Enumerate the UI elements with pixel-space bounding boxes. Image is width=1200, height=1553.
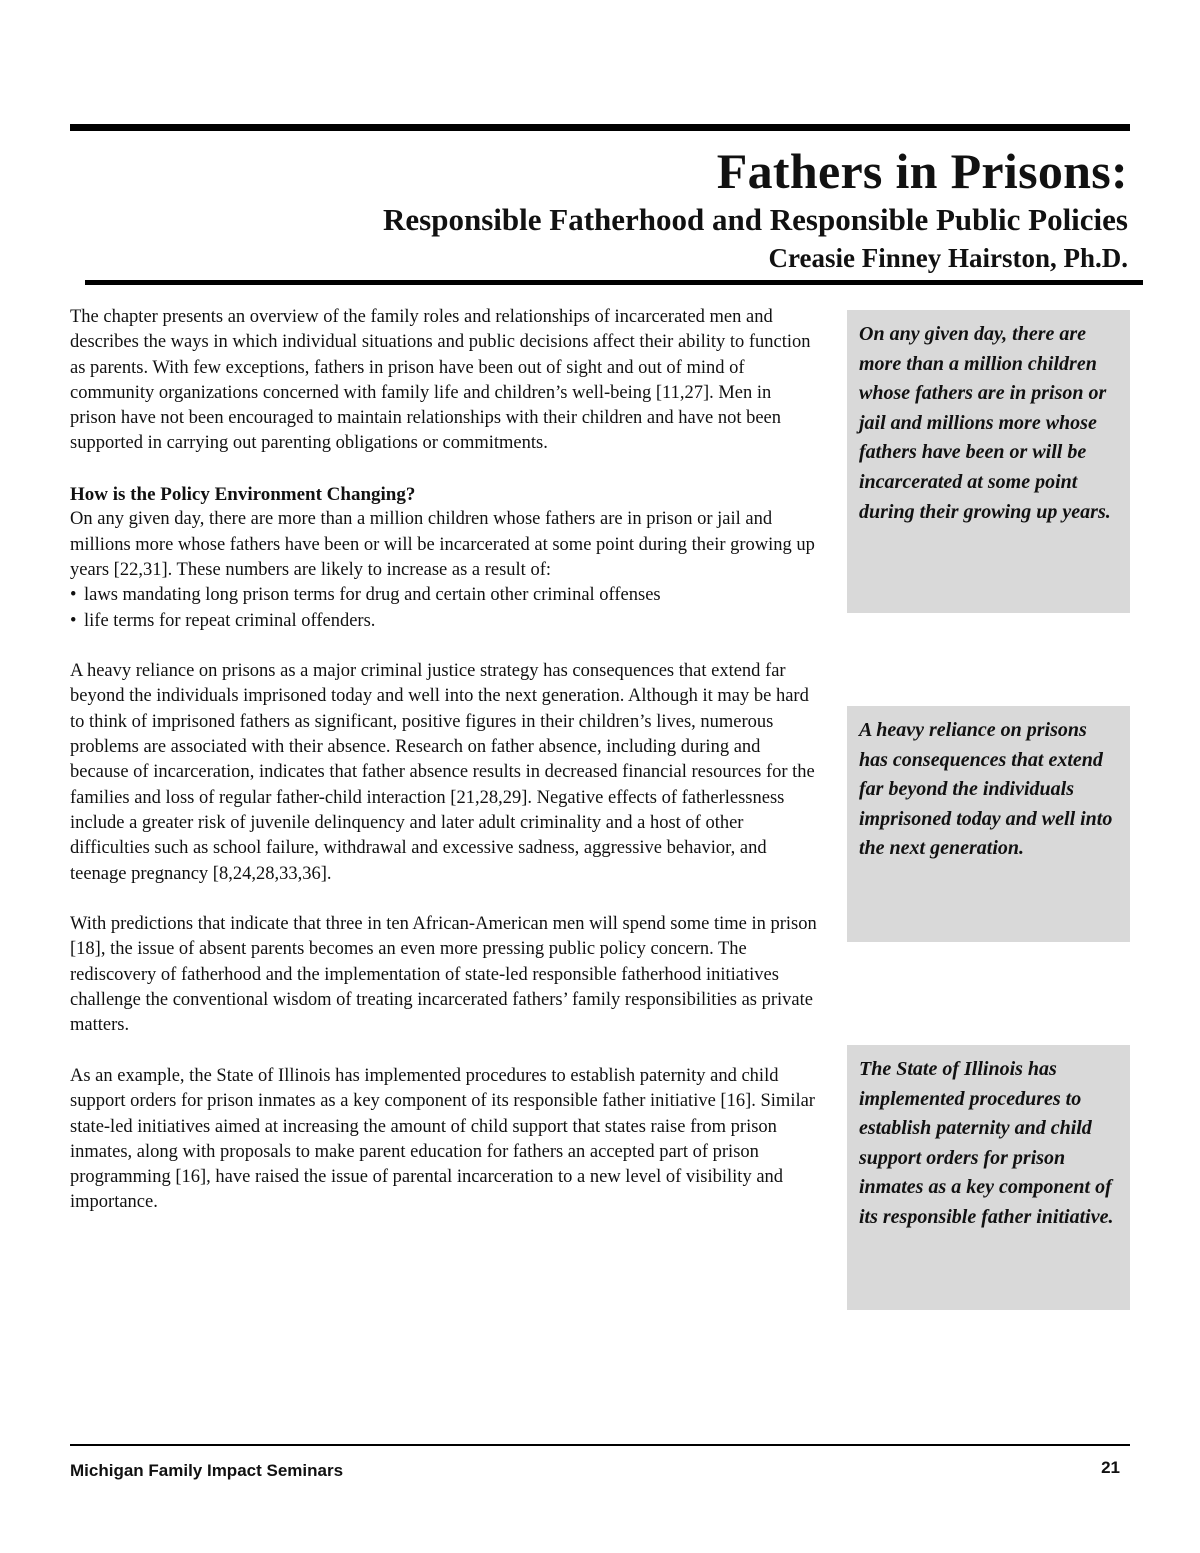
bullet-list [70, 583, 822, 634]
body-paragraph: With predictions that indicate that three in ten African-American men will spend some time in prison [18], the issue of absent parents becomes an even more pressing public policy concern. The rediscovery of fatherhood and the implementation of state-led responsible fatherhood initiatives challenge the conventional wisdom of treating incarcerated fathers’ family responsibilities as private matters. [70, 914, 817, 1036]
page-subtitle: Responsible Fatherhood and Responsible Public Policies [383, 202, 1128, 237]
pullquote-box: The State of Illinois has implemented procedures to establish paternity and child support orders for prison inmates as a key component of its responsible father initiative. [847, 1045, 1130, 1310]
top-rule [70, 124, 1130, 131]
body-paragraph: As an example, the State of Illinois has implemented procedures to establish paternity and child support orders for prison inmates as a key component of its responsible father initiative [16]. Similar state-led initiatives aimed at increasing the amount of child support that states raise from prison inmates, along with proposals to make parent education for fathers an accepted part of prison programming [16], have raised the issue of parental incarceration to a new level of visibility and importance. [70, 1065, 815, 1213]
page-title: Fathers in Prisons: [716, 143, 1128, 199]
body-paragraph: A heavy reliance on prisons as a major criminal justice strategy has consequences that extend far beyond the individuals imprisoned today and well into the next generation. Although it may be hard to think of imprisoned fathers as significant, positive figures in their children’s lives, numerous problems are associated with their absence. Research on father absence, including during and because of incarceration, indicates that father absence results in decreased financial resources for the families and loss of regular father-child interaction [21,28,29]. Negative effects of fatherlessness include a greater risk of juvenile delinquency and later adult criminality and a host of other difficulties such as school failure, withdrawal and excessive sadness, aggressive behavior, and teenage pregnancy [8,24,28,33,36]. [70, 661, 815, 884]
footer-publication: Michigan Family Impact Seminars [70, 1461, 344, 1480]
intro-paragraph: The chapter presents an overview of the family roles and relationships of incarcerated men and describes the ways in which individual situations and public decisions affect their ability to function as parents. With few exceptions, fathers in prison have been out of sight and out of mind of community organizations concerned with family life and children’s well-being [11,27]. Men in prison have not been encouraged to maintain relationships with their children and have not been supported in carrying out parenting obligations or commitments. [70, 307, 811, 454]
pullquote-box: A heavy reliance on prisons has consequences that extend far beyond the individuals imprisoned today and well into the next generation. [847, 706, 1130, 942]
page-number: 21 [1101, 1458, 1120, 1477]
section-paragraph: On any given day, there are more than a million children whose fathers are in prison or jail and millions more whose fathers have been or will be incarcerated at some point during their growing up years [22,31]. These numbers are likely to increase as a result of: [70, 509, 815, 580]
footer-rule [70, 1444, 1130, 1446]
bullet-item: • laws mandating long prison terms for drug and certain other criminal offenses [70, 583, 822, 608]
main-column [70, 305, 822, 1241]
author-name: Creasie Finney Hairston, Ph.D. [768, 243, 1128, 273]
bullet-item: • life terms for repeat criminal offenders. [70, 609, 822, 634]
header-rule [85, 280, 1143, 285]
pullquote-box: On any given day, there are more than a million children whose fathers are in prison or jail and millions more whose fathers have been or will be incarcerated at some point during their growing up years. [847, 310, 1130, 613]
section-heading: How is the Policy Environment Changing? [70, 484, 416, 506]
